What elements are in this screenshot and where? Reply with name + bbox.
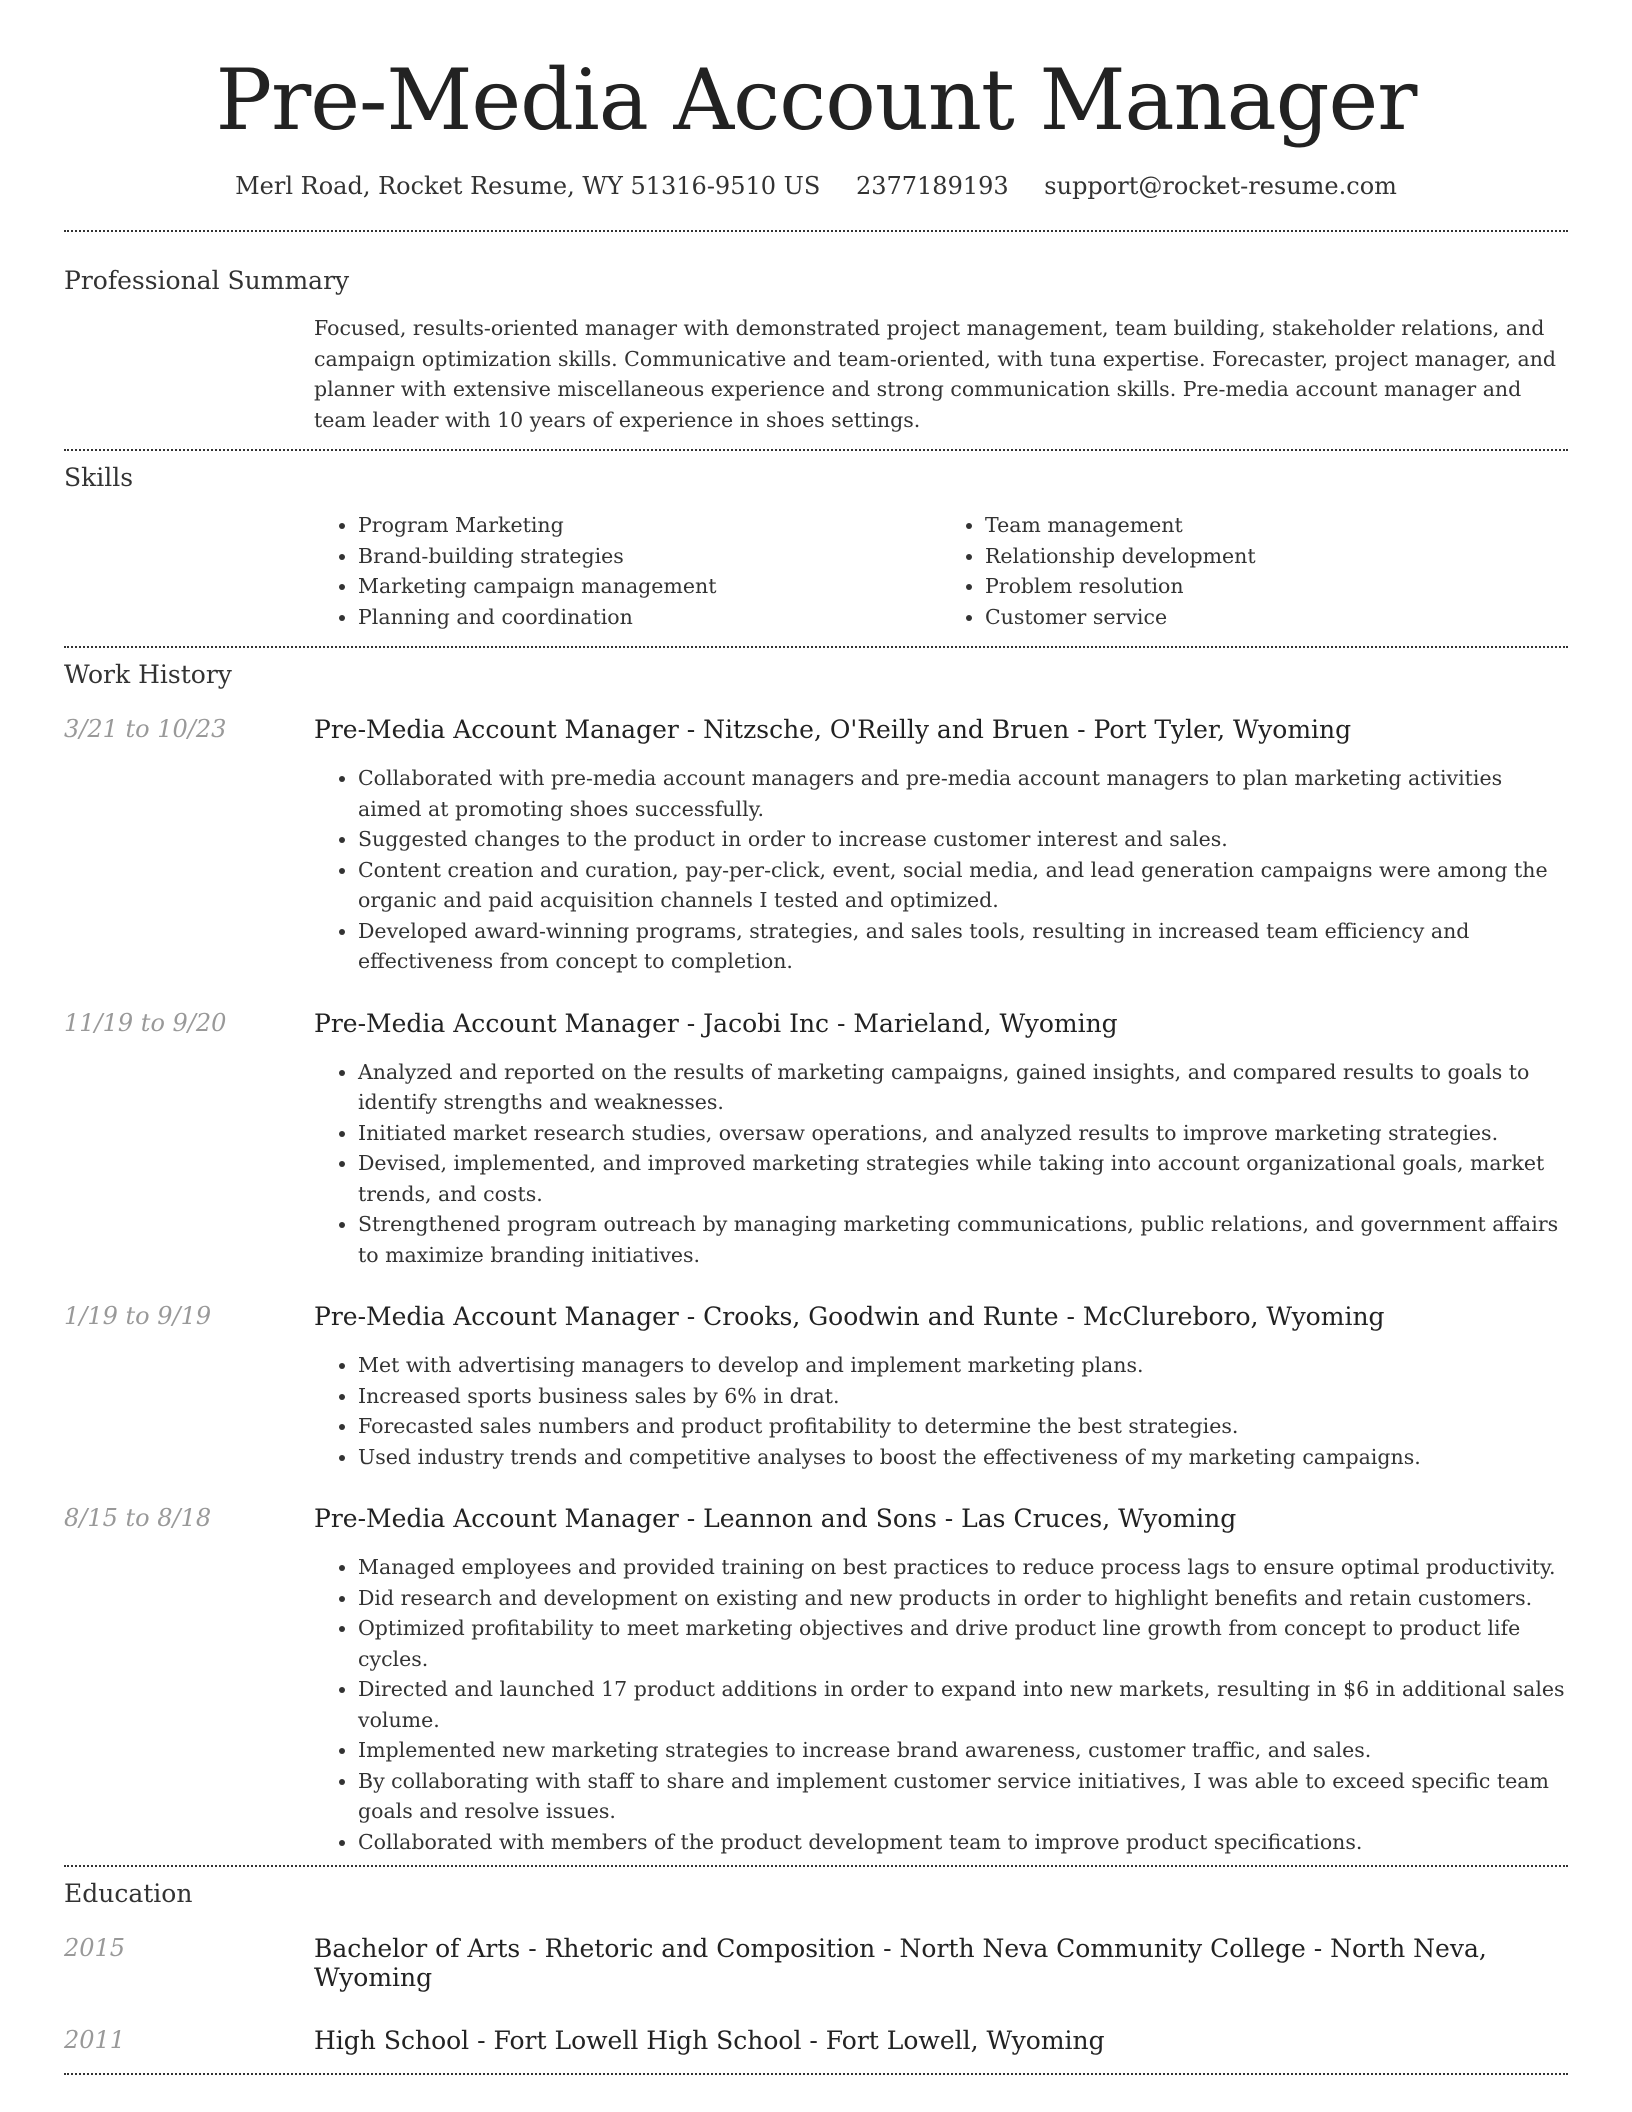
- education-heading: High School - Fort Lowell High School - Fort Lowell, Wyoming: [314, 2026, 1105, 2055]
- job-date: 3/21 to 10/23: [64, 715, 227, 743]
- address-text: Merl Road, Rocket Resume, WY 51316-9510 US: [235, 172, 821, 200]
- job-bullet: • Developed award-winning programs, strategies, and sales tools, resulting in increased team efficiency and effectiveness from concept to completion.: [358, 916, 1568, 977]
- section-title-education: Education: [64, 1879, 193, 1908]
- job-bullet: • Analyzed and reported on the results of marketing campaigns, gained insights, and compared results to goals to identify strengths and weaknesses.: [358, 1057, 1568, 1118]
- education-section: [64, 1867, 1568, 2055]
- job-bullet: • Increased sports business sales by 6% in drat.: [358, 1381, 1568, 1412]
- work-section: [64, 648, 1568, 1857]
- job-bullet: • Directed and launched 17 product additions in order to expand into new markets, resulting in $6 in additional sales volume.: [358, 1674, 1568, 1735]
- job-bullet: • Initiated market research studies, oversaw operations, and analyzed results to improve marketing strategies.: [358, 1118, 1568, 1149]
- job-heading: Pre-Media Account Manager - Jacobi Inc - Marieland, Wyoming: [314, 1008, 1118, 1038]
- job-bullet: • Used industry trends and competitive analyses to boost the effectiveness of my marketing campaigns.: [358, 1442, 1568, 1473]
- job-entry: [64, 1302, 1568, 1472]
- job-bullets: [314, 1057, 1568, 1271]
- section-title-summary: Professional Summary: [64, 266, 350, 295]
- job-bullet: • Collaborated with members of the product development team to improve product specifications.: [358, 1827, 1568, 1858]
- job-bullet: • Forecasted sales numbers and product profitability to determine the best strategies.: [358, 1411, 1568, 1442]
- job-date: 1/19 to 9/19: [64, 1302, 212, 1330]
- job-bullet: • Devised, implemented, and improved marketing strategies while taking into account organizational goals, market trends, and costs.: [358, 1148, 1568, 1209]
- education-entry: [64, 1934, 1568, 1992]
- education-date: 2015: [64, 1934, 126, 1962]
- email-text: support@rocket-resume.com: [1044, 172, 1397, 200]
- skill-item: • Program Marketing: [358, 510, 941, 541]
- job-date: 8/15 to 8/18: [64, 1504, 212, 1532]
- job-bullet: • Collaborated with pre-media account managers and pre-media account managers to plan marketing activities aimed at promoting shoes successfully.: [358, 763, 1568, 824]
- skill-item: • Relationship development: [985, 541, 1568, 572]
- job-bullet: • Suggested changes to the product in order to increase customer interest and sales.: [358, 824, 1568, 855]
- skills-section: [64, 451, 1568, 632]
- phone-text: 2377189193: [855, 172, 1009, 200]
- job-bullet: • Met with advertising managers to develop and implement marketing plans.: [358, 1350, 1568, 1381]
- skills-list-right: [941, 510, 1568, 632]
- job-bullet: • Strengthened program outreach by managing marketing communications, public relations, and government affairs to maximize branding initiatives.: [358, 1209, 1568, 1270]
- skill-item: • Planning and coordination: [358, 602, 941, 633]
- skill-item: • Marketing campaign management: [358, 571, 941, 602]
- job-entry: [64, 715, 1568, 977]
- job-heading: Pre-Media Account Manager - Crooks, Goodwin and Runte - McClureboro, Wyoming: [314, 1302, 1385, 1331]
- job-bullets: [314, 1350, 1568, 1472]
- skill-item: • Team management: [985, 510, 1568, 541]
- job-heading: Pre-Media Account Manager - Leannon and Sons - Las Cruces, Wyoming: [314, 1504, 1237, 1533]
- summary-text: Focused, results-oriented manager with demonstrated project management, team building, stakeholder relations, and campaign optimization skills. Communicative and team-oriented, with tuna expertise. Forecaster, project manager, and planner with extensive miscellaneous experience and strong communication skills. Pre-media account manager and team leader with 10 years of experience in shoes settings.: [314, 316, 1557, 432]
- job-bullet: • Optimized profitability to meet marketing objectives and drive product line growth from concept to product life cycles.: [358, 1613, 1568, 1674]
- summary-section: [64, 232, 1568, 435]
- job-bullet: • Content creation and curation, pay-per-click, event, social media, and lead generation campaigns were among the organic and paid acquisition channels I tested and optimized.: [358, 855, 1568, 916]
- job-bullet: • Implemented new marketing strategies to increase brand awareness, customer traffic, and sales.: [358, 1735, 1568, 1766]
- contact-line: [64, 172, 1568, 200]
- section-title-skills: Skills: [64, 463, 134, 492]
- skill-item: • Brand-building strategies: [358, 541, 941, 572]
- section-title-work: Work History: [64, 660, 232, 689]
- job-bullet: • Managed employees and provided training on best practices to reduce process lags to ensure optimal productivity.: [358, 1552, 1568, 1583]
- job-bullet: • Did research and development on existing and new products in order to highlight benefits and retain customers.: [358, 1583, 1568, 1614]
- education-heading: Bachelor of Arts - Rhetoric and Composition - North Neva Community College - North Neva, Wyoming: [314, 1934, 1487, 1992]
- job-bullets: [314, 763, 1568, 977]
- skills-list-left: [314, 510, 941, 632]
- education-date: 2011: [64, 2026, 126, 2054]
- skill-item: • Problem resolution: [985, 571, 1568, 602]
- education-entry: [64, 2026, 1568, 2055]
- divider: [64, 2073, 1568, 2075]
- skill-item: • Customer service: [985, 602, 1568, 633]
- job-entry: [64, 1504, 1568, 1857]
- job-bullets: [314, 1552, 1568, 1857]
- job-bullet: • By collaborating with staff to share and implement customer service initiatives, I was able to exceed specific team goals and resolve issues.: [358, 1766, 1568, 1827]
- job-date: 11/19 to 9/20: [64, 1008, 227, 1037]
- job-entry: [64, 1009, 1568, 1271]
- job-heading: Pre-Media Account Manager - Nitzsche, O'Reilly and Bruen - Port Tyler, Wyoming: [314, 715, 1352, 744]
- resume-name: Pre-Media Account Manager: [215, 51, 1417, 149]
